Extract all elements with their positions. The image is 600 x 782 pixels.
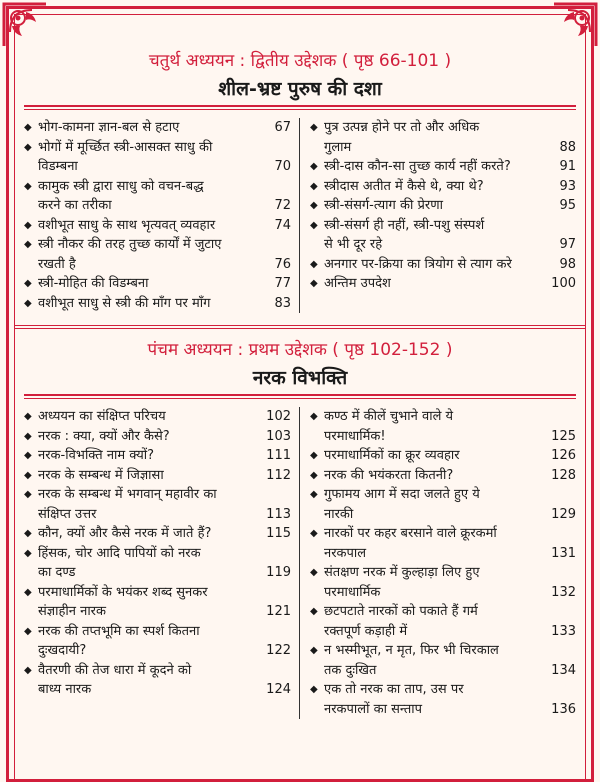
- section-header: [24, 50, 576, 102]
- contents-page: [24, 50, 576, 719]
- bullet-icon: ◆: [310, 278, 318, 289]
- toc-page-number: 83: [274, 295, 291, 311]
- toc-entry-text: वशीभूत साधु के साथ भृत्यवत् व्यवहार: [38, 217, 216, 233]
- toc-page-number: 124: [266, 682, 291, 697]
- toc-entry-text: स्त्री-मोहित की विडम्बना: [38, 276, 149, 291]
- toc-entry: [310, 446, 576, 466]
- toc-entry-text: नरक की तप्तभूमि का स्पर्श कितना: [38, 623, 200, 639]
- toc-entry: [24, 622, 291, 661]
- toc-page-number: 88: [559, 139, 576, 155]
- toc-entry-text: पुत्र उत्पन्न होने पर तो और अधिक: [324, 120, 480, 135]
- bullet-icon: ◆: [24, 528, 32, 539]
- toc-page-number: 70: [274, 159, 291, 174]
- bullet-icon: ◆: [24, 625, 32, 637]
- toc-entry-text: स्त्री-संसर्ग-त्याग की प्रेरणा: [324, 198, 443, 213]
- toc-entry-text: कौन, क्यों और कैसे नरक में जाते हैं?: [38, 526, 212, 541]
- toc-page-number: 98: [559, 256, 576, 272]
- bullet-icon: ◆: [310, 411, 318, 422]
- toc-page-number: 102: [266, 409, 291, 424]
- toc-entry-text: अन्तिम उपदेश: [324, 276, 391, 291]
- corner-ornament-left: [2, 2, 48, 48]
- bullet-icon: ◆: [24, 239, 32, 250]
- toc-entry-text: नरक : क्या, क्यों और कैसे?: [38, 428, 170, 444]
- toc-entry: [24, 544, 291, 583]
- toc-entry-text: स्त्री नौकर की तरह तुच्छ कार्यों में जुटाए: [38, 237, 222, 252]
- toc-entry: [310, 274, 576, 294]
- toc-entry: [24, 138, 291, 177]
- toc-entry-text: भोगों में मूर्च्छित स्त्री-आसक्त साधु की: [38, 139, 213, 155]
- toc-entry-text: परमाधार्मिकों का क्रूर व्यवहार: [324, 448, 460, 463]
- toc-page-number: 103: [266, 428, 291, 444]
- bullet-icon: ◆: [24, 180, 32, 192]
- bullet-icon: ◆: [310, 200, 318, 211]
- toc-entry-text: छटपटाते नारकों को पकाते हैं गर्म: [324, 604, 478, 619]
- bullet-icon: ◆: [310, 122, 318, 133]
- bullet-icon: ◆: [310, 258, 318, 270]
- toc-entry: [24, 466, 291, 486]
- toc-entry-text: संज्ञाहीन नारक: [38, 604, 106, 619]
- toc-entry-text: भोग-कामना ज्ञान-बल से हटाए: [38, 120, 180, 135]
- bullet-icon: ◆: [24, 219, 32, 231]
- toc-columns: [24, 407, 576, 719]
- corner-ornament-right: [552, 2, 598, 48]
- toc-entry: [310, 563, 576, 602]
- bullet-icon: ◆: [24, 586, 32, 598]
- bullet-icon: ◆: [24, 430, 32, 442]
- toc-entry-text: नरक के सम्बन्ध में जिज्ञासा: [38, 467, 164, 483]
- toc-page-number: 93: [559, 178, 576, 194]
- toc-column-right: [299, 118, 576, 313]
- toc-entry-text: परमाधार्मिक!: [324, 428, 386, 444]
- toc-entry-text: तक दुःखित: [324, 662, 377, 678]
- section-subtitle: नरक विभक्ति: [252, 367, 348, 389]
- toc-entry: [310, 118, 576, 157]
- bullet-icon: ◆: [24, 664, 32, 676]
- toc-page-number: 115: [266, 526, 291, 541]
- bullet-icon: ◆: [24, 297, 32, 309]
- section-subtitle: शील-भ्रष्ट पुरुष की दशा: [218, 78, 382, 100]
- toc-entry-text: नरक-विभक्ति नाम क्यों?: [38, 448, 155, 463]
- toc-page-number: 72: [274, 198, 291, 213]
- toc-entry-text: नरक की भयंकरता कितनी?: [324, 467, 454, 483]
- bullet-icon: ◆: [310, 606, 318, 617]
- toc-entry: [310, 524, 576, 563]
- toc-column-right: [299, 407, 576, 719]
- bullet-icon: ◆: [310, 469, 318, 481]
- toc-entry: [24, 407, 291, 427]
- toc-page-number: 129: [551, 506, 576, 522]
- toc-entry-text: संतक्षण नरक में कुल्हाड़ा लिए हुए: [324, 565, 480, 580]
- toc-entry: [24, 235, 291, 274]
- toc-page-number: 95: [559, 198, 576, 213]
- toc-page-number: 121: [266, 604, 291, 619]
- section-rule: [24, 394, 576, 399]
- toc-page-number: 67: [274, 120, 291, 135]
- bullet-icon: ◆: [24, 450, 32, 461]
- toc-entry-text: कण्ठ में कीलें चुभाने वाले ये: [324, 409, 454, 424]
- toc-page-number: 100: [551, 276, 576, 291]
- toc-entry-text: परमाधार्मिकों के भयंकर शब्द सुनकर: [38, 584, 208, 600]
- toc-entry-text: नारकी: [324, 506, 354, 522]
- toc-page-number: 112: [266, 467, 291, 483]
- section-rule: [24, 105, 576, 110]
- toc-page-number: 132: [551, 584, 576, 600]
- toc-entry: [24, 485, 291, 524]
- toc-entry-text: परमाधार्मिक: [324, 584, 381, 600]
- toc-page-number: 125: [551, 428, 576, 444]
- section-title: चतुर्थ अध्ययन : द्वितीय उद्देशक ( पृष्ठ 66-101 ): [148, 51, 452, 71]
- toc-entry: [310, 680, 576, 719]
- bullet-icon: ◆: [24, 278, 32, 289]
- toc-entry-text: हिंसक, चोर आदि पापियों को नरक: [38, 545, 201, 561]
- toc-entry: [310, 216, 576, 255]
- toc-entry-text: न भस्मीभूत, न मृत, फिर भी चिरकाल: [324, 643, 499, 658]
- toc-entry-text: रक्तपूर्ण कड़ाही में: [324, 623, 408, 639]
- toc-entry-text: स्त्री-संसर्ग ही नहीं, स्त्री-पशु संस्पर्श: [324, 217, 485, 233]
- bullet-icon: ◆: [310, 450, 318, 461]
- toc-column-left: [24, 118, 299, 313]
- bullet-icon: ◆: [310, 528, 318, 539]
- toc-entry-text: वशीभूत साधु से स्त्री की माँग पर माँग: [38, 295, 211, 311]
- toc-page-number: 76: [274, 256, 291, 272]
- toc-entry-text: अनगार पर-क्रिया का त्रियोग से त्याग करे: [324, 256, 512, 272]
- bullet-icon: ◆: [310, 567, 318, 578]
- toc-entry-text: करने का तरीका: [38, 198, 112, 213]
- toc-page-number: 134: [551, 662, 576, 678]
- bullet-icon: ◆: [24, 489, 32, 500]
- toc-column-left: [24, 407, 299, 719]
- toc-page-number: 131: [551, 545, 576, 561]
- toc-entry-text: नारकों पर कहर बरसाने वाले क्रूरकर्मा: [324, 526, 497, 541]
- toc-page-number: 122: [266, 643, 291, 658]
- bullet-icon: ◆: [310, 180, 318, 192]
- toc-page-number: 128: [551, 467, 576, 483]
- toc-entry-text: दुःखदायी?: [38, 643, 87, 658]
- toc-page-number: 74: [274, 217, 291, 233]
- toc-entry: [24, 446, 291, 466]
- toc-entry-text: का दण्ड: [38, 565, 76, 580]
- bullet-icon: ◆: [310, 219, 318, 231]
- toc-entry: [24, 294, 291, 314]
- toc-entry-text: नरक के सम्बन्ध में भगवान् महावीर का: [38, 487, 217, 502]
- toc-entry-text: एक तो नरक का ताप, उस पर: [324, 682, 464, 697]
- toc-entry: [24, 118, 291, 138]
- toc-page-number: 126: [551, 448, 576, 463]
- toc-entry-text: वैतरणी की तेज धारा में कूदने को: [38, 662, 192, 678]
- toc-page-number: 119: [266, 565, 291, 580]
- toc-entry: [310, 157, 576, 177]
- toc-entry: [310, 177, 576, 197]
- bullet-icon: ◆: [24, 547, 32, 559]
- toc-entry: [24, 177, 291, 216]
- section-title: पंचम अध्ययन : प्रथम उद्देशक ( पृष्ठ 102-152 ): [147, 340, 453, 360]
- toc-entry: [24, 427, 291, 447]
- toc-entry: [310, 407, 576, 446]
- toc-entry-text: विडम्बना: [38, 159, 78, 174]
- bullet-icon: ◆: [310, 489, 318, 500]
- toc-columns: [24, 118, 576, 313]
- bullet-icon: ◆: [310, 645, 318, 656]
- bullet-icon: ◆: [24, 411, 32, 422]
- toc-entry: [310, 641, 576, 680]
- toc-entry-text: नरकपालों का सन्ताप: [324, 701, 423, 717]
- toc-entry-text: कामुक स्त्री द्वारा साधु को वचन-बद्ध: [38, 178, 204, 194]
- toc-entry-text: बाध्य नारक: [38, 682, 92, 697]
- bullet-icon: ◆: [24, 122, 32, 133]
- toc-entry: [24, 524, 291, 544]
- toc-page-number: 111: [266, 448, 291, 463]
- toc-entry: [310, 485, 576, 524]
- toc-page-number: 91: [559, 159, 576, 174]
- toc-entry-text: गुफामय आग में सदा जलते हुए ये: [324, 487, 480, 502]
- toc-page-number: 133: [551, 623, 576, 639]
- toc-entry-text: स्त्री-दास कौन-सा तुच्छ कार्य नहीं करते?: [324, 159, 511, 174]
- toc-entry-text: गुलाम: [324, 139, 352, 155]
- toc-page-number: 77: [274, 276, 291, 291]
- section-header: [24, 339, 576, 391]
- toc-entry-text: से भी दूर रहे: [324, 237, 383, 252]
- toc-entry-text: रखती है: [38, 256, 76, 272]
- toc-entry: [310, 466, 576, 486]
- bullet-icon: ◆: [310, 684, 318, 695]
- toc-entry: [24, 583, 291, 622]
- toc-page-number: 113: [266, 506, 291, 522]
- bullet-icon: ◆: [24, 469, 32, 481]
- toc-entry: [24, 274, 291, 294]
- toc-entry-text: स्त्रीदास अतीत में कैसे थे, क्या थे?: [324, 178, 484, 194]
- section-divider: [24, 319, 576, 337]
- toc-page-number: 136: [551, 701, 576, 717]
- toc-entry: [310, 196, 576, 216]
- toc-entry-text: संक्षिप्त उत्तर: [38, 506, 97, 522]
- toc-entry: [24, 661, 291, 700]
- bullet-icon: ◆: [310, 161, 318, 172]
- toc-entry: [310, 255, 576, 275]
- toc-entry: [24, 216, 291, 236]
- toc-page-number: 97: [559, 237, 576, 252]
- toc-entry-text: नरकपाल: [324, 545, 367, 561]
- toc-entry: [310, 602, 576, 641]
- bullet-icon: ◆: [24, 141, 32, 153]
- toc-entry-text: अध्ययन का संक्षिप्त परिचय: [38, 409, 166, 424]
